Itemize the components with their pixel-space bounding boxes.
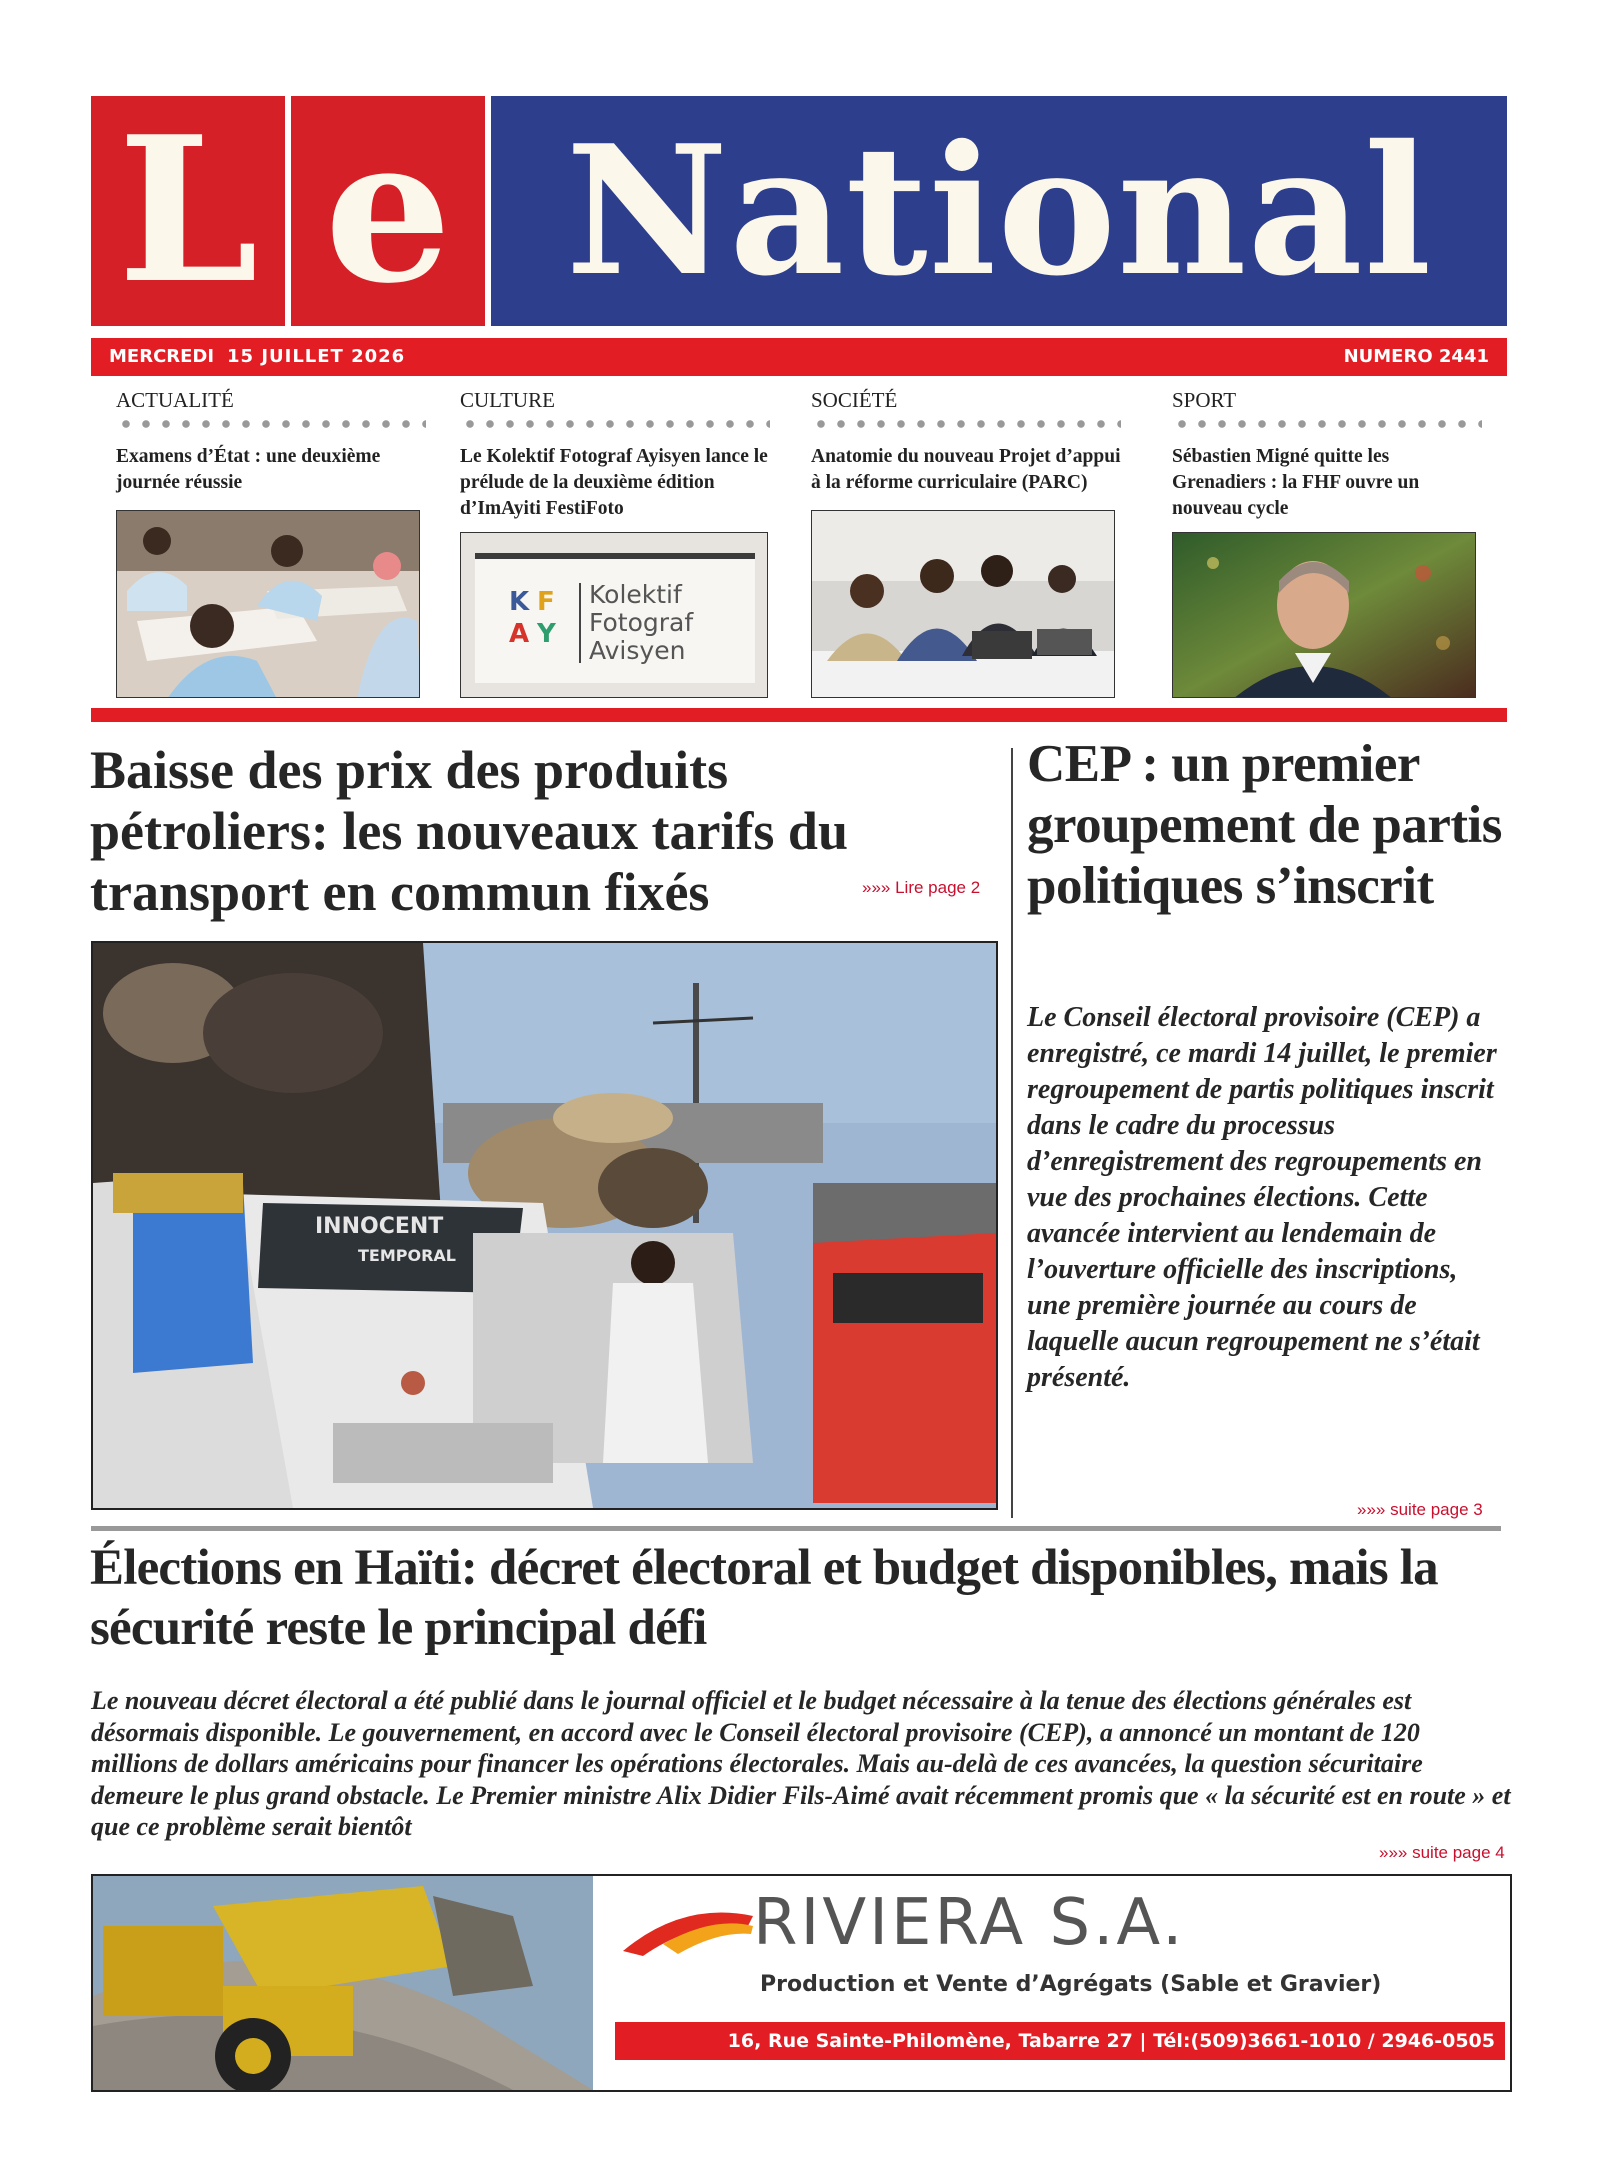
teaser-rubric: SPORT [1172,388,1237,412]
ad-tagline: Production et Vente d’Agrégats (Sable et Gravier) [760,1972,1382,1997]
logo-letter: F [537,587,555,617]
teaser-photo-kfay[interactable] [460,532,768,698]
dotted-divider [1172,418,1482,430]
wordmark-line: Kolektif [589,580,682,609]
teaser-culture[interactable] [460,388,770,522]
elections-body: Le nouveau décret électoral a été publié dans le journal officiel et le budget nécessaire à la tenue des élections générales est désormais disponible. Le gouvernement, en accord avec le Conseil électoral provisoire (CEP), a annoncé un montant de 120 millions de dollars américains pour financer les opérations électorales. Mais au-delà de ces avancées, la question sécuritaire demeure le plus grand obstacle. Le Premier ministre Alix Didier Fils-Aimé avait récemment promis que « la sécurité est en route » et que ce problème serait bientôt [91,1686,1511,1841]
dotted-divider [811,418,1121,430]
section-divider [91,708,1507,722]
teaser-title[interactable]: Anatomie du nouveau Projet d’appui à la réforme curriculaire (PARC) [811,446,1121,493]
windshield-text: TEMPORAL [358,1246,456,1265]
suite-page-3-link[interactable]: »»» suite page 3 [1357,1500,1483,1519]
masthead [91,93,1507,328]
cep-headline[interactable]: CEP : un premier groupement de partis politiques s’inscrit [1027,735,1502,915]
lead-headline[interactable]: Baisse des prix des produits pétroliers: les nouveaux tarifs du transport en commun fixés [90,740,848,922]
teaser-sport[interactable] [1172,388,1482,522]
riviera-logo-swoosh-icon [623,1896,753,1956]
issue-number: NUMERO 2441 [1343,346,1489,367]
teaser-title[interactable]: Sébastien Migné quitte les Grenadiers : la FHF ouvre un nouveau cycle [1172,446,1420,519]
date-band [91,338,1507,376]
kfay-banner [461,533,768,698]
logo-letter: K [509,587,530,617]
masthead-letter-e: e [291,96,485,326]
weekday: MERCREDI [109,346,215,367]
logo-divider [579,583,581,663]
windshield-text: INNOCENT [315,1214,444,1239]
masthead-letter-l: L [91,96,285,326]
teaser-rubric: ACTUALITÉ [116,388,234,412]
teaser-title[interactable]: Examens d’État : une deuxième journée réussie [116,446,381,493]
teaser-photo-migne[interactable] [1172,532,1476,698]
kfay-logo-icon [497,583,569,655]
teaser-societe[interactable] [811,388,1121,496]
logo-letter: A [509,619,530,649]
masthead-title: National [491,96,1507,326]
ad-contact-band: 16, Rue Sainte-Philomène, Tabarre 27 | Tél:(509)3661-1010 / 2946-0505 [615,2022,1505,2060]
ad-company-name: RIVIERA S.A. [753,1886,1186,1960]
logo-letter: Y [537,619,556,649]
wordmark-line: Avisyen [589,636,686,665]
column-divider [1011,748,1013,1518]
suite-page-4-link[interactable]: »»» suite page 4 [1373,1843,1505,1863]
lire-page-2-link[interactable]: »»» Lire page 2 [862,878,981,897]
panel-meeting-image [812,511,1115,698]
teaser-actualite[interactable] [116,388,426,496]
exam-classroom-image [117,511,420,698]
ad-photo-loader [93,1876,593,2090]
coach-portrait-image [1173,533,1476,698]
teaser-rubric: SOCIÉTÉ [811,388,898,412]
issue-date: 15 JUILLET 2026 [227,346,406,367]
teaser-photo-exam[interactable] [116,510,420,698]
kfay-wordmark [589,581,693,665]
wheel-loader-image [93,1876,593,2090]
dotted-divider [460,418,770,430]
cep-body: Le Conseil électoral provisoire (CEP) a enregistré, ce mardi 14 juillet, le premier regroupement de partis politiques inscrit dans le cadre du processus d’enregistrement des regroupements en vue des prochaines élections. Cette avancée intervient au lendemain de l’ouverture officielle des inscriptions, une première journée au cours de laquelle aucun regroupement ne s’était présenté. [1027,1002,1497,1393]
elections-headline[interactable]: Élections en Haïti: décret électoral et budget disponibles, mais la sécurité reste le principal défi [90,1540,1438,1656]
teaser-title[interactable]: Le Kolektif Fotograf Ayisyen lance le prélude de la deuxième édition d’ImAyiti FestiFoto [460,446,768,519]
vehicles-street-image [93,943,996,1508]
kfay-sign [475,553,755,683]
lead-photo-transport[interactable] [91,941,998,1510]
wordmark-line: Fotograf [589,608,694,637]
dotted-divider [116,418,426,430]
riviera-advertisement[interactable] [91,1874,1512,2092]
section-divider [91,1526,1501,1531]
teaser-rubric: CULTURE [460,388,555,412]
teaser-photo-parc[interactable] [811,510,1115,698]
